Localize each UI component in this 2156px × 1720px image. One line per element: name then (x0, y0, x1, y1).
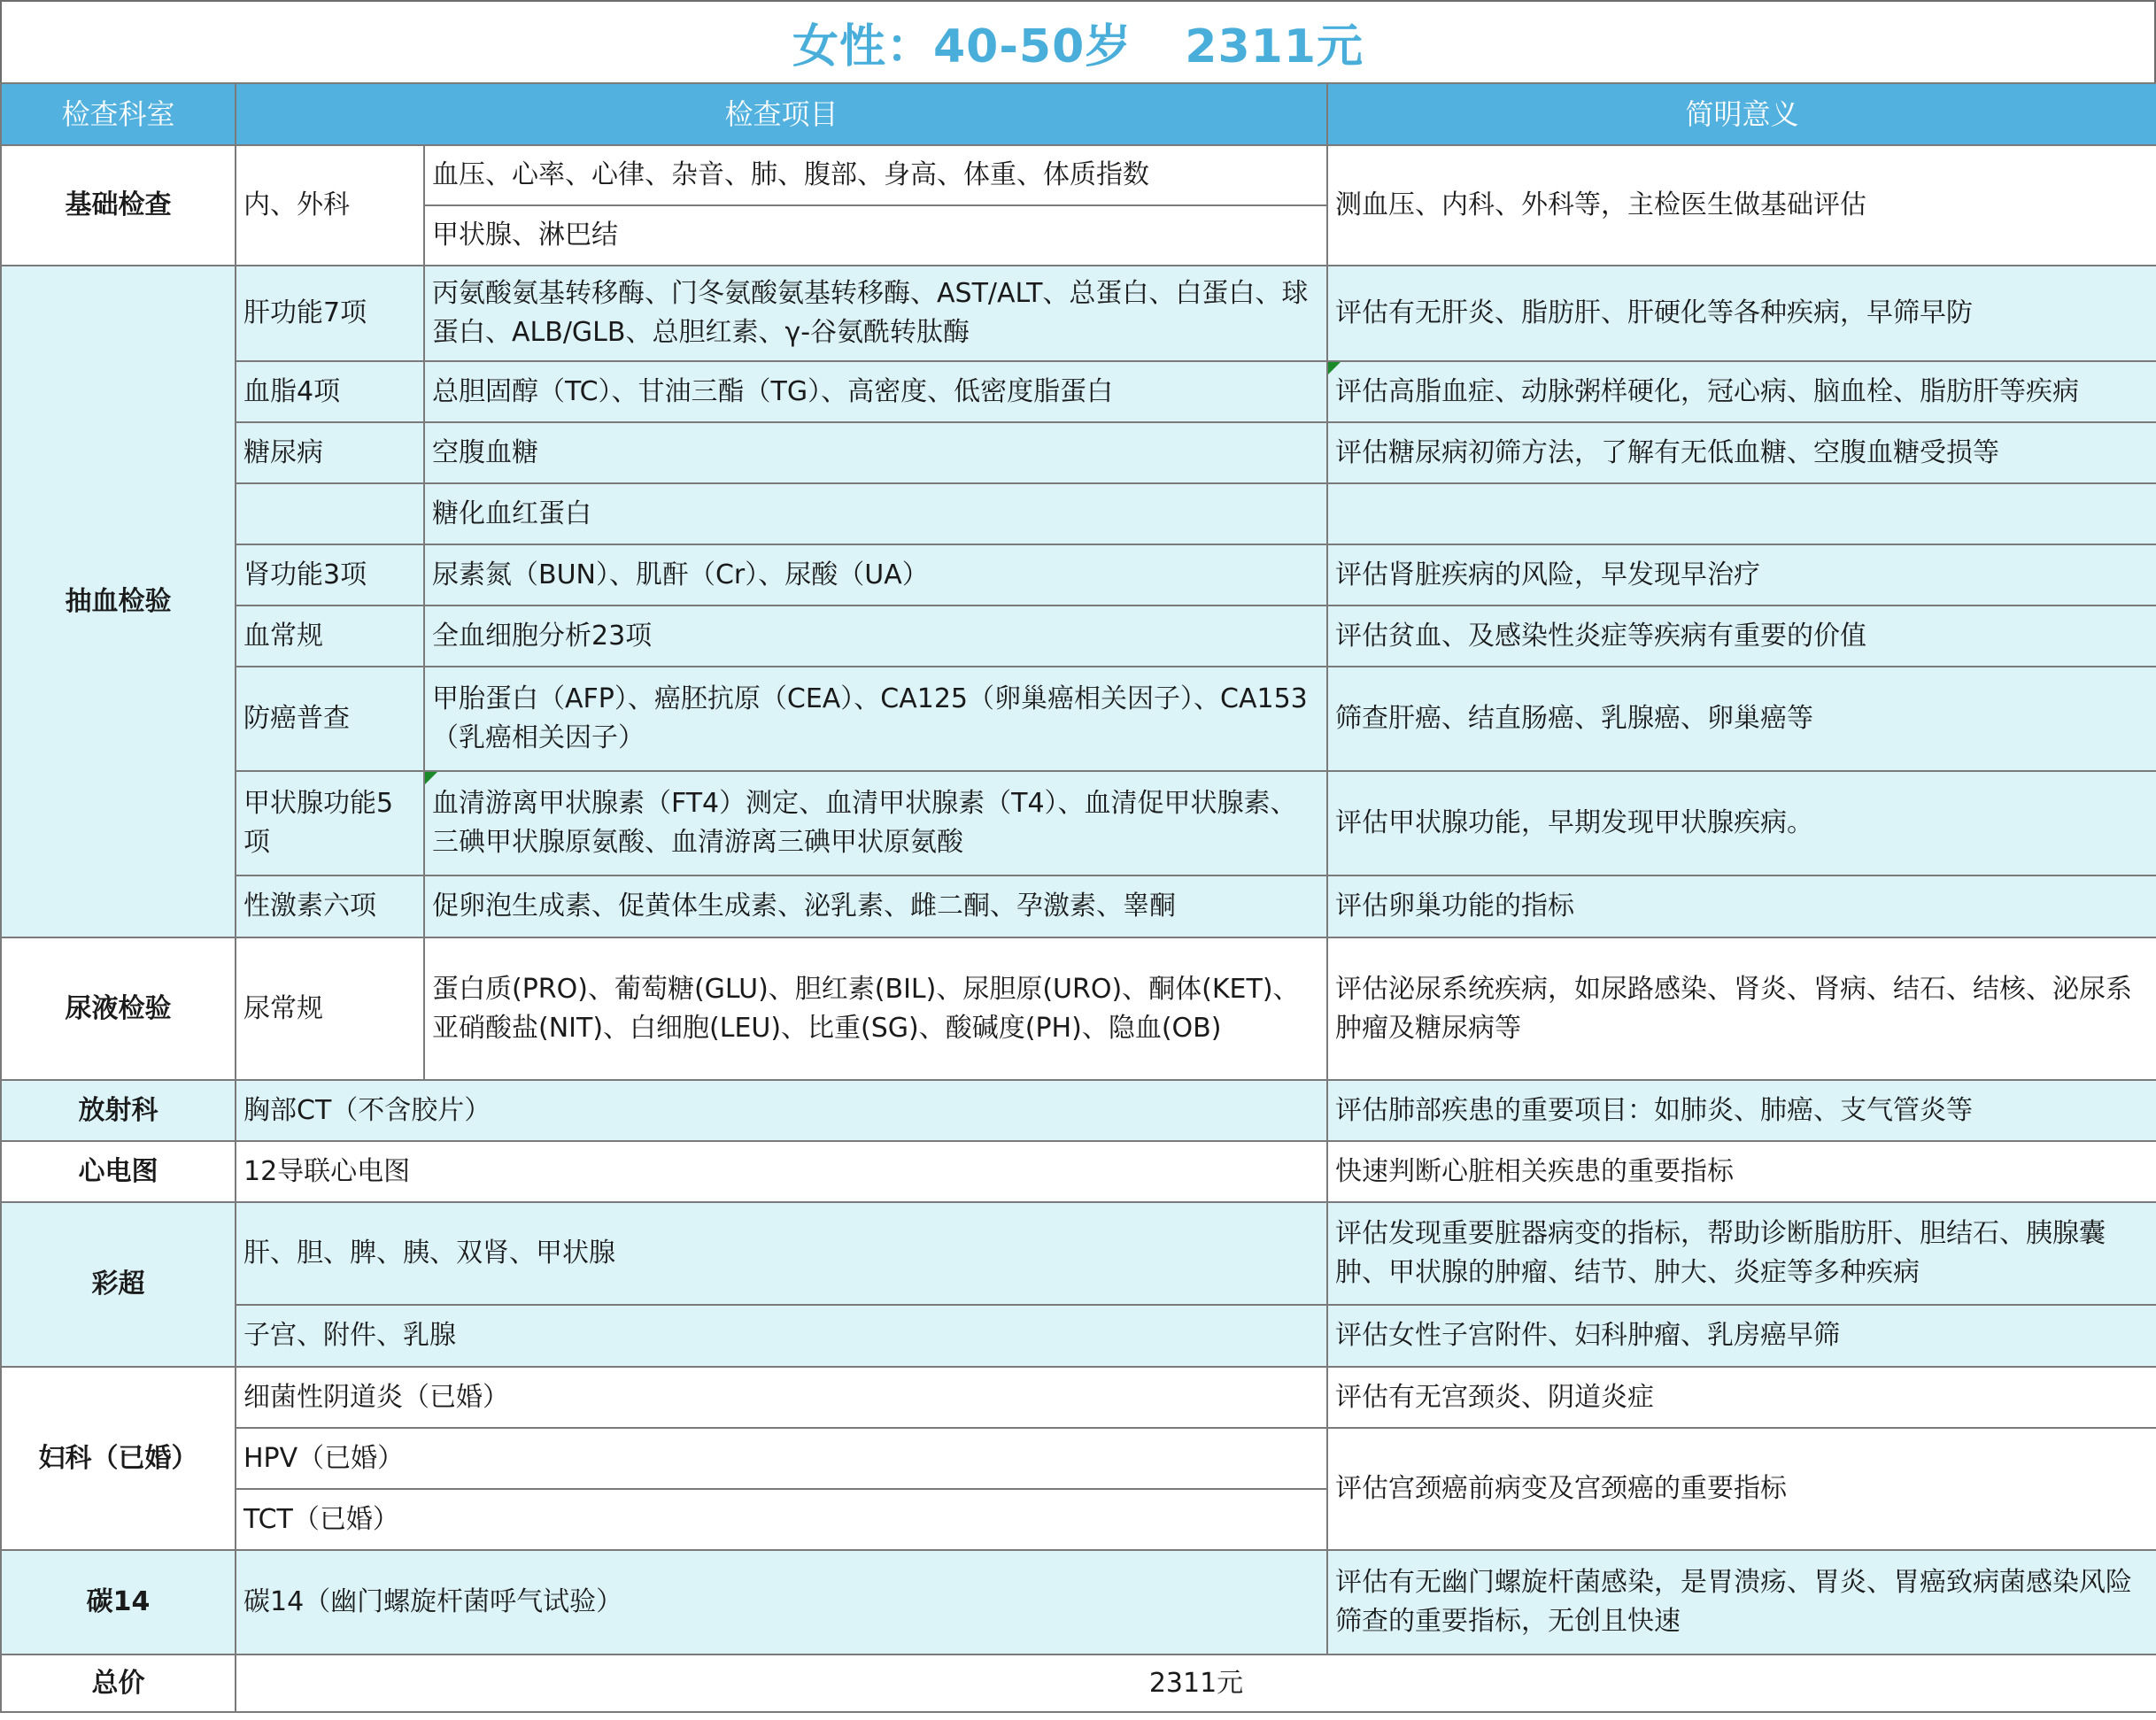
table-row (1, 544, 2156, 605)
sub-blood: 肝功能7项 (236, 266, 424, 361)
header-dept: 检查科室 (1, 83, 236, 145)
table-row (1, 875, 2156, 937)
meaning-ultra-2: 评估女性子宫附件、妇科肿瘤、乳房癌早筛 (1327, 1305, 2156, 1367)
item-basic-2: 甲状腺、淋巴结 (424, 205, 1327, 266)
table-header (1, 83, 2156, 145)
meaning-gyn-1: 评估有无宫颈炎、阴道炎症 (1327, 1367, 2156, 1428)
meaning-blood: 评估卵巢功能的指标 (1327, 875, 2156, 937)
sub-blood: 性激素六项 (236, 875, 424, 937)
item-blood: 糖化血红蛋白 (424, 483, 1327, 544)
table-row (1, 1367, 2156, 1428)
table-row (1, 1080, 2156, 1141)
item-gyn-3: TCT（已婚） (236, 1489, 1327, 1550)
dept-ultra: 彩超 (1, 1202, 236, 1367)
table-row (1, 145, 2156, 205)
header-meaning: 简明意义 (1327, 83, 2156, 145)
table-row (1, 1305, 2156, 1367)
sub-blood: 肾功能3项 (236, 544, 424, 605)
total-row (1, 1654, 2156, 1712)
item-urine: 蛋白质(PRO)、葡萄糖(GLU)、胆红素(BIL)、尿胆原(URO)、酮体(KET)、亚硝酸盐(NIT)、白细胞(LEU)、比重(SG)、酸碱度(PH)、隐血(OB) (424, 937, 1327, 1080)
meaning-blood: 评估肾脏疾病的风险，早发现早治疗 (1327, 544, 2156, 605)
sub-blood: 血常规 (236, 605, 424, 667)
exam-table (0, 82, 2156, 1713)
meaning-basic: 测血压、内科、外科等，主检医生做基础评估 (1327, 145, 2156, 266)
title-price: 2311元 (1185, 20, 1364, 73)
total-value: 2311元 (236, 1654, 2156, 1712)
item-blood: 血清游离甲状腺素（FT4）测定、血清甲状腺素（T4）、血清促甲状腺素、三碘甲状腺原氨酸、血清游离三碘甲状原氨酸 (424, 771, 1327, 875)
table-row (1, 1141, 2156, 1202)
item-ultra-2: 子宫、附件、乳腺 (236, 1305, 1327, 1367)
item-blood: 甲胎蛋白（AFP）、癌胚抗原（CEA）、CA125（卵巢癌相关因子）、CA153（乳癌相关因子） (424, 667, 1327, 771)
table-row (1, 361, 2156, 422)
meaning-blood: 评估贫血、及感染性炎症等疾病有重要的价值 (1327, 605, 2156, 667)
item-blood: 空腹血糖 (424, 422, 1327, 483)
table-row (1, 605, 2156, 667)
sub-basic: 内、外科 (236, 145, 424, 266)
meaning-gyn-23: 评估宫颈癌前病变及宫颈癌的重要指标 (1327, 1428, 2156, 1550)
dept-c14: 碳14 (1, 1550, 236, 1654)
item-blood: 尿素氮（BUN）、肌酐（Cr）、尿酸（UA） (424, 544, 1327, 605)
table-row (1, 771, 2156, 875)
meaning-urine: 评估泌尿系统疾病，如尿路感染、肾炎、肾病、结石、结核、泌尿系肿瘤及糖尿病等 (1327, 937, 2156, 1080)
item-ecg: 12导联心电图 (236, 1141, 1327, 1202)
item-ultra-1: 肝、胆、脾、胰、双肾、甲状腺 (236, 1202, 1327, 1305)
total-label: 总价 (1, 1654, 236, 1712)
dept-blood: 抽血检验 (1, 266, 236, 937)
item-blood: 总胆固醇（TC）、甘油三酯（TG）、高密度、低密度脂蛋白 (424, 361, 1327, 422)
item-blood: 全血细胞分析23项 (424, 605, 1327, 667)
table-row (1, 1202, 2156, 1305)
meaning-blood: 评估有无肝炎、脂肪肝、肝硬化等各种疾病，早筛早防 (1327, 266, 2156, 361)
page-title (0, 0, 2156, 82)
meaning-ecg: 快速判断心脏相关疾患的重要指标 (1327, 1141, 2156, 1202)
sub-blood: 血脂4项 (236, 361, 424, 422)
meaning-blood (1327, 483, 2156, 544)
dept-basic: 基础检查 (1, 145, 236, 266)
table-row (1, 1550, 2156, 1654)
table-row (1, 422, 2156, 483)
item-gyn-1: 细菌性阴道炎（已婚） (236, 1367, 1327, 1428)
meaning-blood: 筛查肝癌、结直肠癌、乳腺癌、卵巢癌等 (1327, 667, 2156, 771)
dept-urine: 尿液检验 (1, 937, 236, 1080)
item-blood: 促卵泡生成素、促黄体生成素、泌乳素、雌二酮、孕激素、睾酮 (424, 875, 1327, 937)
sub-blood (236, 483, 424, 544)
title-main: 女性：40-50岁 (792, 20, 1132, 73)
item-basic-1: 血压、心率、心律、杂音、肺、腹部、身高、体重、体质指数 (424, 145, 1327, 205)
meaning-blood: 评估甲状腺功能，早期发现甲状腺疾病。 (1327, 771, 2156, 875)
item-gyn-2: HPV（已婚） (236, 1428, 1327, 1489)
meaning-blood: 评估高脂血症、动脉粥样硬化，冠心病、脑血栓、脂肪肝等疾病 (1327, 361, 2156, 422)
table-row (1, 1428, 2156, 1489)
item-radio: 胸部CT（不含胶片） (236, 1080, 1327, 1141)
table-row (1, 266, 2156, 361)
sub-urine: 尿常规 (236, 937, 424, 1080)
item-c14: 碳14（幽门螺旋杆菌呼气试验） (236, 1550, 1327, 1654)
sub-blood: 糖尿病 (236, 422, 424, 483)
table-row (1, 667, 2156, 771)
dept-radio: 放射科 (1, 1080, 236, 1141)
sub-blood: 防癌普查 (236, 667, 424, 771)
table-row (1, 483, 2156, 544)
sub-blood: 甲状腺功能5项 (236, 771, 424, 875)
dept-gyn: 妇科（已婚） (1, 1367, 236, 1550)
meaning-ultra-1: 评估发现重要脏器病变的指标，帮助诊断脂肪肝、胆结石、胰腺囊肿、甲状腺的肿瘤、结节、肿大、炎症等多种疾病 (1327, 1202, 2156, 1305)
item-blood: 丙氨酸氨基转移酶、门冬氨酸氨基转移酶、AST/ALT、总蛋白、白蛋白、球蛋白、ALB/GLB、总胆红素、γ-谷氨酰转肽酶 (424, 266, 1327, 361)
table-row (1, 937, 2156, 1080)
dept-ecg: 心电图 (1, 1141, 236, 1202)
meaning-radio: 评估肺部疾患的重要项目：如肺炎、肺癌、支气管炎等 (1327, 1080, 2156, 1141)
meaning-c14: 评估有无幽门螺旋杆菌感染，是胃溃疡、胃炎、胃癌致病菌感染风险筛查的重要指标，无创且快速 (1327, 1550, 2156, 1654)
header-item: 检查项目 (236, 83, 1327, 145)
meaning-blood: 评估糖尿病初筛方法，了解有无低血糖、空腹血糖受损等 (1327, 422, 2156, 483)
